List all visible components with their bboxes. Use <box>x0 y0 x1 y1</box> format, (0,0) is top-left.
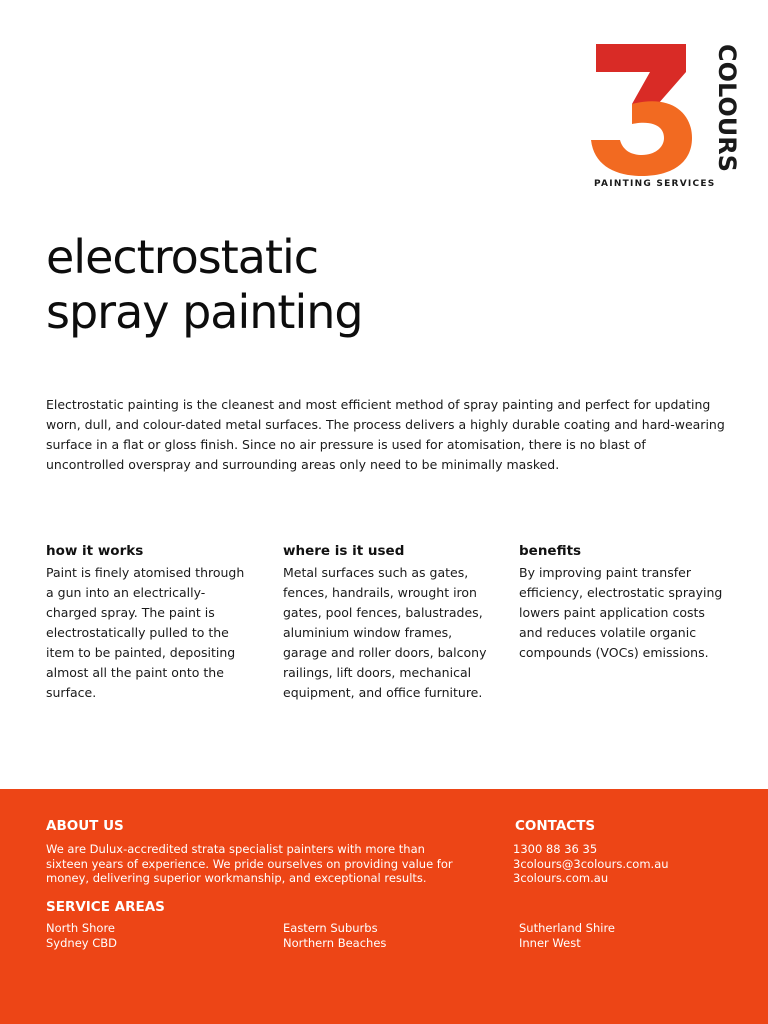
service-areas-column <box>46 921 117 950</box>
section-body: By improving paint transfer efficiency, electrostatic spraying lowers paint application costs and reduces volatile organic compounds (VOCs) emissions. <box>519 565 723 660</box>
about-line: sixteen years of experience. We pride ourselves on providing value for <box>46 856 453 871</box>
about-heading: ABOUT US <box>46 818 124 834</box>
service-area: Inner West <box>519 935 581 950</box>
service-areas-column <box>519 921 615 950</box>
service-areas-column <box>283 921 386 950</box>
contact-phone[interactable]: 1300 88 36 35 <box>513 842 598 856</box>
page-title-line-2: spray painting <box>46 285 363 339</box>
section-heading: how it works <box>46 543 144 559</box>
about-text <box>46 842 476 886</box>
contacts-list <box>513 842 669 886</box>
contacts-heading: CONTACTS <box>515 818 596 834</box>
section-heading: benefits <box>519 543 582 559</box>
logo-numeral-top <box>596 44 686 104</box>
company-logo <box>588 42 741 192</box>
logo-tagline: PAINTING SERVICES <box>594 179 716 189</box>
service-area: North Shore <box>46 921 115 935</box>
logo-wordmark: COLOURS <box>713 44 741 173</box>
where-used-section <box>283 542 488 703</box>
how-it-works-section <box>46 542 251 703</box>
service-area: Eastern Suburbs <box>283 921 378 935</box>
logo-mark <box>588 42 741 177</box>
section-body: Metal surfaces such as gates, fences, handrails, wrought iron gates, pool fences, balustrades, aluminium window frames, garage and roller doors, balcony railings, lift doors, mechanical equipment, and office furniture. <box>283 565 487 700</box>
page-title-line-1: electrostatic <box>46 230 319 284</box>
about-line: money, delivering superior workmanship, and exceptional results. <box>46 871 427 885</box>
service-areas-heading: SERVICE AREAS <box>46 899 165 915</box>
section-body: Paint is finely atomised through a gun into an electrically-charged spray. The paint is electrostatically pulled to the item to be painted, depositing almost all the paint onto the surface. <box>46 565 245 700</box>
service-area: Sydney CBD <box>46 935 118 950</box>
service-area: Northern Beaches <box>283 935 387 950</box>
contact-website[interactable]: 3colours.com.au <box>513 871 609 885</box>
service-area: Sutherland Shire <box>519 921 616 935</box>
about-line: We are Dulux-accredited strata specialist painters with more than <box>46 842 425 856</box>
contact-email[interactable]: 3colours@3colours.com.au <box>513 856 669 871</box>
section-heading: where is it used <box>283 543 405 559</box>
logo-numeral-bowl <box>591 101 692 176</box>
page-title <box>46 230 363 340</box>
benefits-section <box>519 542 724 663</box>
intro-paragraph: Electrostatic painting is the cleanest and most efficient method of spray painting and perfect for updating worn, dull, and colour-dated metal surfaces. The process delivers a highly durable coating and hard-wearing surface in a flat or gloss finish. Since no air pressure is used for atomisation, there is no blast of uncontrolled overspray and surrounding areas only need to be minimally masked. <box>46 397 725 472</box>
footer-band <box>0 789 768 1024</box>
